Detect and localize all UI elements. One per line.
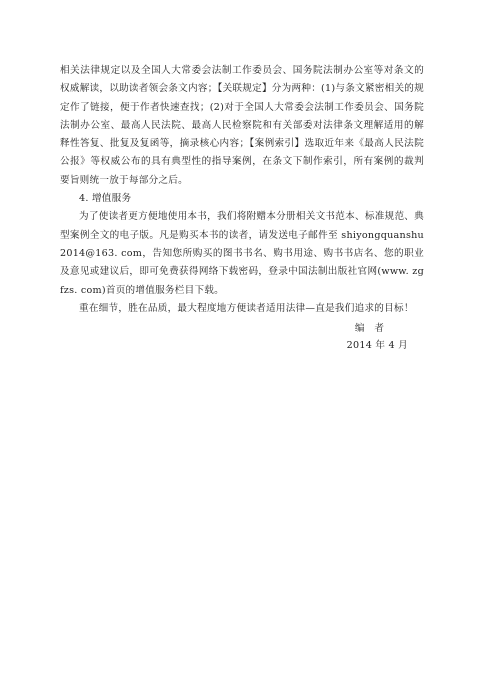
signature-editor: 编者: [354, 323, 394, 334]
paragraph-closing-statement: 重在细节，胜在品质，最大程度地方便读者适用法律—直是我们追求的目标！: [79, 302, 414, 314]
signature-date: 2014 年 4 月: [346, 340, 408, 351]
signature-block: [347, 320, 408, 354]
paragraph-related-rules: 相关法律规定以及全国人大常委会法制工作委员会、国务院法制办公室等对条文的权威解读，以助读者领会条文内容；【关联规定】分为两种：(1)与条文紧密相关的规定作了链接，便于作者快速查找；(2)对于全国人大常委会法制工作委员会、国务院法制办公室、最高人民法院、最高人民检察院和有关部委对法律条文理解适用的解释性答复、批复及复函等，摘录核心内容；【案例索引】选取近年来《最高人民法院公报》等权威公布的具有典型性的指导案例，在条文下制作索引，所有案例的裁判要旨则统一放于每部分之后。: [60, 65, 424, 186]
section-heading-value-added-service: 4. 增值服务: [79, 193, 132, 205]
paragraph-value-added-service: 为了使读者更方便地使用本书，我们将附赠本分册相关文书范本、标准规范、典型案例全文的电子版。凡是购买本书的读者，请发送电子邮件至 shiyongquanshu2014@163. com，告知您所购买的图书书名、购书用途、购书书店名、您的职业及意见或建议后，即可免费获得网络下载密码，登录中国法制出版社官网(www. zgfzs. com)首页的增值服务栏目下载。: [60, 211, 424, 296]
preface-body: [60, 62, 424, 318]
